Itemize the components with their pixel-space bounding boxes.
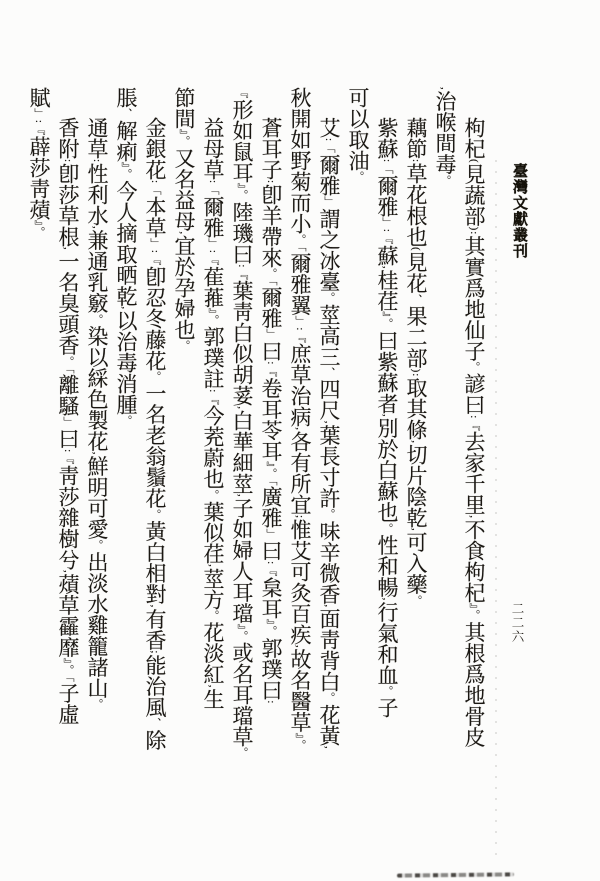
punctuation-glyph: 、 xyxy=(323,366,335,379)
punctuation-glyph: , xyxy=(381,597,393,602)
punctuation-glyph: 。 xyxy=(178,340,190,353)
punctuation-glyph: 』 xyxy=(468,602,480,610)
text-column: 節間』。又名益母,宜於孕婦也。 xyxy=(172,87,196,353)
punctuation-glyph: 」 xyxy=(265,528,277,541)
punctuation-glyph: 。 xyxy=(323,692,335,705)
punctuation-glyph: , xyxy=(120,306,132,311)
punctuation-glyph: : xyxy=(265,361,277,366)
punctuation-glyph: : xyxy=(62,159,74,164)
punctuation-glyph: 『 xyxy=(207,393,219,406)
punctuation-glyph: : xyxy=(468,231,480,236)
punctuation-glyph: , xyxy=(439,87,451,91)
punctuation-glyph: 。 xyxy=(236,630,248,643)
punctuation-glyph: 』 xyxy=(381,311,393,319)
punctuation-glyph: 。 xyxy=(468,361,480,374)
punctuation-glyph: 。 xyxy=(120,168,132,181)
punctuation-glyph: 「 xyxy=(62,367,74,375)
punctuation-glyph: 。 xyxy=(91,313,103,326)
punctuation-glyph: : xyxy=(323,138,335,143)
punctuation-glyph: 。 xyxy=(149,508,161,521)
punctuation-glyph: : xyxy=(381,228,393,233)
punctuation-glyph: , xyxy=(178,231,190,236)
punctuation-glyph: 『 xyxy=(236,87,248,99)
punctuation-glyph: , xyxy=(207,684,219,689)
punctuation-glyph: 。 xyxy=(62,355,74,368)
punctuation-glyph: 』 xyxy=(294,732,306,740)
punctuation-glyph: : xyxy=(265,180,277,185)
punctuation-glyph: 』 xyxy=(265,619,277,626)
punctuation-glyph: , xyxy=(323,746,335,750)
punctuation-glyph: , xyxy=(410,440,422,444)
punctuation-glyph: 」 xyxy=(62,416,74,429)
punctuation-glyph: 』 xyxy=(120,161,132,169)
punctuation-glyph: 「 xyxy=(323,142,335,154)
punctuation-glyph: : xyxy=(265,561,277,566)
series-title: 臺灣文獻叢刊 xyxy=(511,163,527,259)
text-column: 紫蘇:「爾雅」:『蘇,桂荏』。曰紫蘇者,別於白蘇也。性和暢,行氣和血。子 xyxy=(375,117,399,719)
punctuation-glyph: , xyxy=(236,494,248,498)
punctuation-glyph: , xyxy=(91,451,103,456)
punctuation-glyph: , xyxy=(323,420,335,425)
punctuation-glyph: , xyxy=(294,645,306,649)
punctuation-glyph: ; xyxy=(294,515,306,520)
punctuation-glyph: 。 xyxy=(178,135,190,148)
punctuation-glyph: 」 xyxy=(33,108,45,120)
punctuation-glyph: 「 xyxy=(265,279,277,287)
punctuation-glyph: 『 xyxy=(468,419,480,432)
punctuation-glyph: : xyxy=(91,159,103,164)
punctuation-glyph: 』 xyxy=(33,219,45,227)
text-column: 香附:卽莎草根,一名臭頭香。「離騷」曰:『靑莎雜樹兮,薠草靃靡』。「子虛 xyxy=(56,117,80,725)
text-column: 藕節:草花根也(見花、果二部):取其條,切片陰乾,可入藥。 xyxy=(404,117,428,607)
punctuation-glyph: 「 xyxy=(207,184,219,196)
punctuation-glyph: 』 xyxy=(265,461,277,468)
punctuation-glyph: 、 xyxy=(120,108,132,120)
text-column: 通草:性利水,兼通乳竅。染以綵色製花,鮮明可愛。出淡水雞籠諸山。 xyxy=(85,117,109,711)
punctuation-glyph: 『 xyxy=(62,453,74,466)
punctuation-glyph: : xyxy=(410,159,422,164)
punctuation-glyph: , xyxy=(294,427,306,431)
punctuation-glyph: 。 xyxy=(381,318,393,330)
punctuation-glyph: : xyxy=(149,249,161,254)
punctuation-glyph: 『 xyxy=(265,565,277,578)
punctuation-glyph: 「 xyxy=(294,245,306,253)
punctuation-glyph: 。 xyxy=(323,508,335,521)
punctuation-glyph: , xyxy=(62,570,74,574)
text-column: 益母草:「爾雅」:『萑蓷』。郭璞註:『今茺蔚也。葉似荏,莖方。花淡紅,生 xyxy=(201,117,225,710)
punctuation-glyph: : xyxy=(265,700,277,705)
punctuation-glyph: : xyxy=(207,389,219,394)
punctuation-glyph: 』 xyxy=(62,657,74,665)
punctuation-glyph: 『 xyxy=(236,268,248,281)
punctuation-glyph: , xyxy=(381,413,393,418)
punctuation-glyph: 。 xyxy=(381,522,393,535)
text-column: 脹、解痢』。今人摘取晒乾,以治毒消腫。 xyxy=(114,87,138,427)
punctuation-glyph: : xyxy=(410,373,422,378)
punctuation-glyph: 「 xyxy=(381,163,393,175)
punctuation-glyph: : xyxy=(381,159,393,164)
punctuation-glyph: ; xyxy=(149,650,161,655)
punctuation-glyph: 『 xyxy=(207,253,219,266)
punctuation-glyph: : xyxy=(236,264,248,269)
punctuation-glyph: 「 xyxy=(265,479,277,487)
punctuation-glyph: 。 xyxy=(410,594,422,607)
punctuation-glyph: , xyxy=(381,265,393,270)
text-column: 蒼耳子:卽羊帶來。「爾雅」曰:『卷耳苓耳』。「廣雅」曰:『枲耳』。郭璞曰: xyxy=(259,117,283,705)
punctuation-glyph: : xyxy=(33,119,45,124)
punctuation-glyph: 。 xyxy=(439,174,451,187)
punctuation-glyph: 」 xyxy=(149,237,161,250)
punctuation-glyph: 『 xyxy=(381,232,393,245)
punctuation-glyph: 。 xyxy=(265,467,277,480)
punctuation-glyph: : xyxy=(468,415,480,420)
punctuation-glyph: , xyxy=(62,247,74,251)
punctuation-glyph: , xyxy=(236,406,248,410)
punctuation-glyph: 。 xyxy=(381,685,393,698)
punctuation-glyph: 。 xyxy=(323,291,335,304)
punctuation-glyph: 。 xyxy=(91,698,103,711)
punctuation-glyph: 。 xyxy=(33,226,45,239)
punctuation-glyph: ) xyxy=(468,226,480,232)
punctuation-glyph: 『 xyxy=(33,123,45,136)
punctuation-glyph: 「 xyxy=(149,184,161,196)
punctuation-glyph: 」 xyxy=(265,328,277,341)
punctuation-glyph: 、 xyxy=(410,293,422,306)
punctuation-glyph: 。 xyxy=(149,370,161,383)
punctuation-glyph: : xyxy=(149,180,161,185)
punctuation-glyph: , xyxy=(468,515,480,519)
text-column: ,治喉間毒。 xyxy=(433,87,457,187)
page-number: 二二六 xyxy=(510,602,524,644)
punctuation-glyph: 」 xyxy=(381,216,393,229)
punctuation-glyph: 「 xyxy=(62,676,74,683)
punctuation-glyph: 。 xyxy=(352,171,364,183)
punctuation-glyph: 。 xyxy=(468,609,480,622)
punctuation-glyph: 。 xyxy=(207,314,219,327)
punctuation-glyph: , xyxy=(91,226,103,230)
punctuation-glyph: 。 xyxy=(91,539,103,552)
text-column: 賦」:『薜莎靑薠』。 xyxy=(27,87,51,239)
text-column: 枸杞(見蔬部):其實爲地仙子。諺曰:『去家千里,不食枸杞』。其根爲地骨皮 xyxy=(462,117,486,748)
punctuation-glyph: 』 xyxy=(207,307,219,315)
punctuation-glyph: 』 xyxy=(236,182,248,190)
punctuation-glyph: 、 xyxy=(149,717,161,730)
punctuation-glyph: ( xyxy=(468,159,480,164)
punctuation-glyph: ) xyxy=(410,368,422,374)
punctuation-glyph: ( xyxy=(410,247,422,252)
punctuation-glyph: 」 xyxy=(207,237,219,250)
punctuation-glyph: 『 xyxy=(265,365,277,378)
punctuation-glyph: 」 xyxy=(323,195,335,208)
punctuation-glyph: , xyxy=(410,528,422,532)
punctuation-glyph: 。 xyxy=(265,268,277,280)
punctuation-glyph: , xyxy=(323,604,335,609)
punctuation-glyph: 。 xyxy=(236,189,248,202)
punctuation-glyph: : xyxy=(62,449,74,454)
text-column: 金銀花:「本草」:『卽忍冬藤花。一名老翁鬚花。黃白相對,有香;能治風、除 xyxy=(143,117,167,751)
punctuation-glyph: 『 xyxy=(294,331,306,344)
punctuation-glyph: , xyxy=(149,604,161,609)
punctuation-glyph: 。 xyxy=(265,625,277,638)
punctuation-glyph: 。 xyxy=(207,489,219,502)
vertical-text-block xyxy=(24,87,488,835)
punctuation-glyph: 。 xyxy=(207,609,219,622)
punctuation-glyph: : xyxy=(207,180,219,185)
punctuation-glyph: 』 xyxy=(178,129,190,136)
punctuation-glyph: : xyxy=(207,249,219,254)
text-column: 秋開如野菊而小。「爾雅翼」:『庶草治病,各有所宜;惟艾可灸百疾,故名醫草』。 xyxy=(288,87,312,752)
scan-artifact-binding-dots xyxy=(495,160,497,860)
punctuation-glyph: 『 xyxy=(149,253,161,266)
punctuation-glyph: 」 xyxy=(294,315,306,328)
text-column: 艾:「爾雅」謂之冰臺。莖高三、四尺,葉長寸許。味辛微香,面靑背白。花黃, xyxy=(317,117,341,750)
punctuation-glyph: , xyxy=(207,564,219,568)
text-column: 可以取油。 xyxy=(346,87,370,183)
punctuation-glyph: 』 xyxy=(236,623,248,631)
punctuation-glyph: 。 xyxy=(294,739,306,752)
punctuation-glyph: 。 xyxy=(120,415,132,427)
text-column: 『形如鼠耳』。陸璣曰:『葉靑白似胡荽,白華細莖,子如婦人耳璫』。或名耳璫草。 xyxy=(230,87,254,760)
punctuation-glyph: 。 xyxy=(294,234,306,246)
scan-artifact-smudge xyxy=(397,872,514,877)
punctuation-glyph: : xyxy=(294,327,306,332)
punctuation-glyph: 。 xyxy=(62,664,74,677)
punctuation-glyph: 。 xyxy=(236,747,248,760)
